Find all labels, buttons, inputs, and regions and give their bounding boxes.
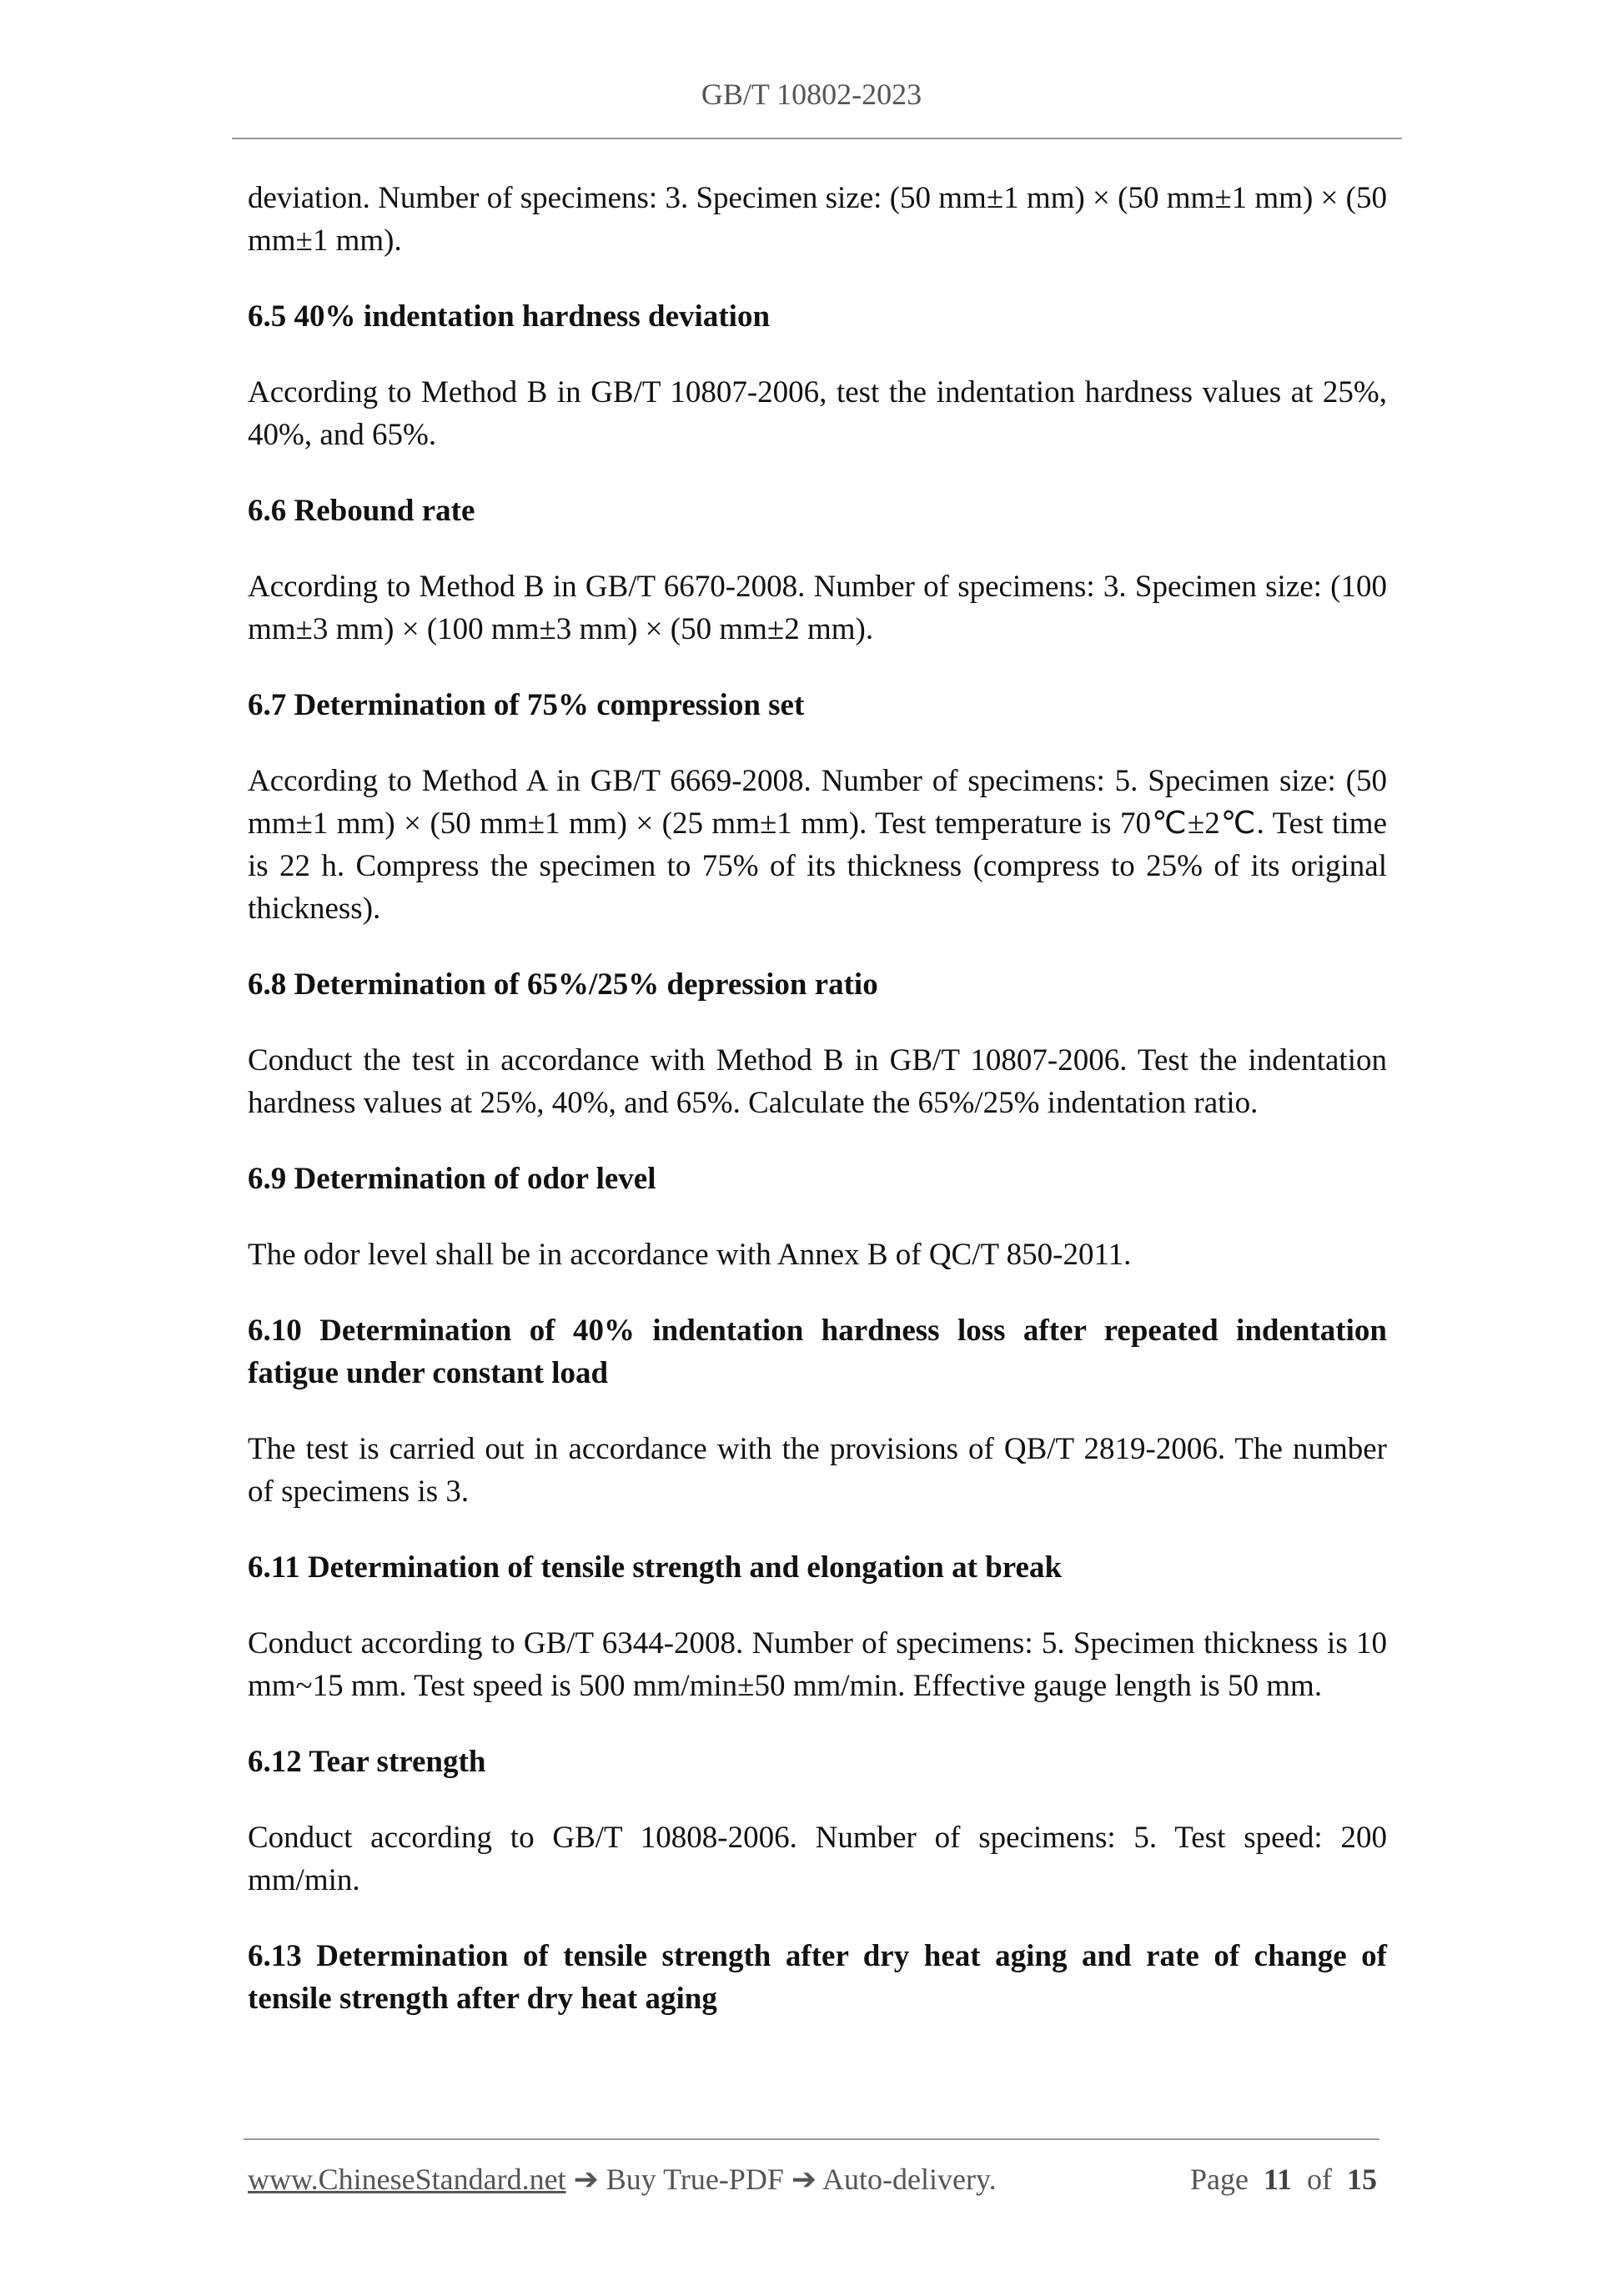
paragraph: The odor level shall be in accordance with Annex B of QC/T 850-2011. [248, 1238, 1132, 1272]
arrow-icon: ➔ [791, 2163, 817, 2196]
paragraph: Conduct according to GB/T 10808-2006. Number of specimens: 5. Test speed: 200 mm/min. [248, 1821, 1387, 1897]
page-number [1190, 2162, 1377, 2197]
section-heading: 6.5 40% indentation hardness deviation [248, 299, 771, 334]
current-page: 11 [1263, 2163, 1292, 2196]
section-heading: 6.13 Determination of tensile strength after dry heat aging and rate of change of tensile strength after dry heat aging [248, 1939, 1387, 2016]
paragraph: The test is carried out in accordance with the provisions of QB/T 2819-2006. The number of specimens is 3. [248, 1432, 1387, 1509]
section-heading: 6.9 Determination of odor level [248, 1162, 656, 1196]
header-divider [232, 138, 1402, 139]
paragraph: According to Method A in GB/T 6669-2008. Number of specimens: 5. Specimen size: (50 mm±1 mm) × (50 mm±1 mm) × (25 mm±1 mm). Test temperature is 70℃±2℃. Test time is 22 h. Compress the specimen to 75% of its thickness (compress to 25% of its original thickness). [248, 764, 1387, 926]
page-label: Page [1190, 2163, 1249, 2196]
paragraph: According to Method B in GB/T 10807-2006, test the indentation hardness values at 25%, 40%, and 65%. [248, 375, 1387, 452]
paragraph: According to Method B in GB/T 6670-2008. Number of specimens: 3. Specimen size: (100 mm±3 mm) × (100 mm±3 mm) × (50 mm±2 mm). [248, 570, 1387, 646]
paragraph: Conduct according to GB/T 6344-2008. Number of specimens: 5. Specimen thickness is 10 mm~15 mm. Test speed is 500 mm/min±50 mm/min. Effective gauge length is 50 mm. [248, 1626, 1387, 1703]
delivery-text: Auto-delivery. [822, 2163, 997, 2196]
footer-promo [248, 2162, 997, 2197]
document-body [248, 177, 1387, 2053]
of-label: of [1307, 2163, 1332, 2196]
section-heading: 6.11 Determination of tensile strength and elongation at break [248, 1550, 1063, 1585]
footer-divider [244, 2138, 1379, 2140]
section-heading: 6.6 Rebound rate [248, 494, 475, 528]
section-heading: 6.12 Tear strength [248, 1745, 486, 1779]
total-pages: 15 [1347, 2163, 1377, 2196]
website-link[interactable]: www.ChineseStandard.net [248, 2163, 566, 2196]
page-footer [248, 2162, 1377, 2197]
section-heading: 6.8 Determination of 65%/25% depression ratio [248, 967, 878, 1002]
buy-text: Buy True-PDF [605, 2163, 784, 2196]
paragraph: Conduct the test in accordance with Method B in GB/T 10807-2006. Test the indentation hardness values at 25%, 40%, and 65%. Calculate the 65%/25% indentation ratio. [248, 1043, 1387, 1120]
paragraph: deviation. Number of specimens: 3. Specimen size: (50 mm±1 mm) × (50 mm±1 mm) × (50 mm±1 mm). [248, 181, 1387, 258]
section-heading: 6.7 Determination of 75% compression set [248, 688, 805, 722]
section-heading: 6.10 Determination of 40% indentation hardness loss after repeated indentation fatigue under constant load [248, 1314, 1387, 1390]
page-header-title: GB/T 10802-2023 [701, 78, 922, 111]
arrow-icon: ➔ [573, 2163, 599, 2196]
